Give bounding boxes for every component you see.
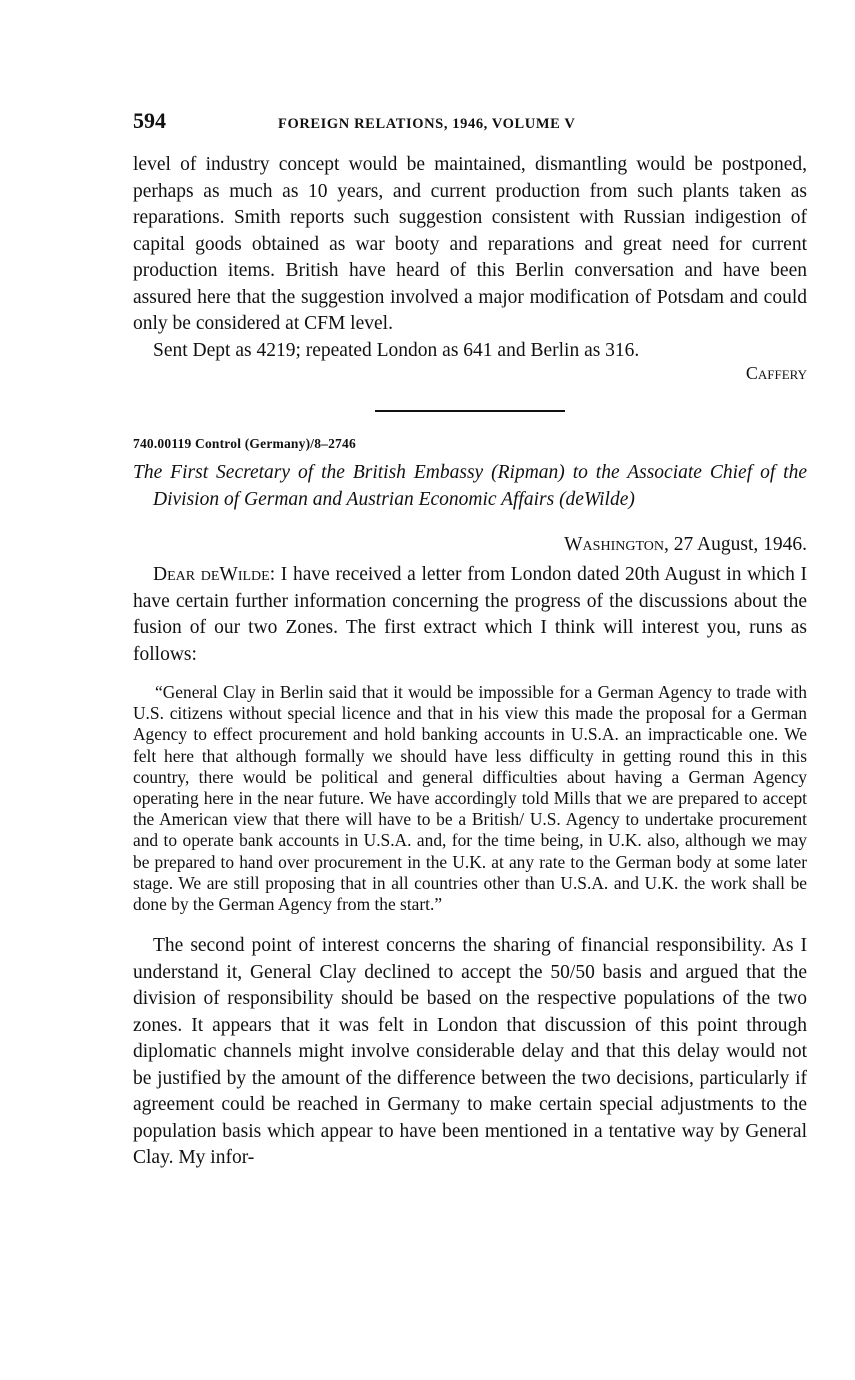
sent-line: Sent Dept as 4219; repeated London as 641 and Berlin as 316.: [153, 339, 640, 361]
dateline-date: , 27 August, 1946.: [663, 534, 807, 555]
file-number: 740.00119 Control (Germany)/8–2746: [133, 436, 356, 451]
running-title: FOREIGN RELATIONS, 1946, VOLUME V: [278, 116, 576, 132]
document-page: [133, 108, 807, 1172]
continuation-paragraph: level of industry concept would be maintained, dismantling would be postponed, perhaps as much as 10 years, and current production from such plants taken as reparations. Smith reports such suggestion consistent with Russian indigestion of capital goods obtained as war booty and reparations and great need for current production items. British have heard of this Berlin conversation and have been assured here that the suggestion involved a major modification of Potsdam and could only be considered at CFM level.: [133, 154, 807, 334]
opening-paragraph: [133, 562, 807, 668]
dateline-place: Washington: [564, 534, 664, 555]
opening-text: : I have received a letter from London dated 20th August in which I have certain further information concerning the progress of the discussions about the fusion of our two Zones. The first extract which I think will interest you, runs as follows:: [133, 564, 807, 665]
dateline: [133, 532, 807, 558]
letter-body: [133, 562, 807, 1172]
salutation: Dear deWilde: [153, 564, 270, 585]
signature: Caffery: [745, 363, 807, 383]
page-header: [133, 108, 807, 138]
quoted-extract: “General Clay in Berlin said that it would be impossible for a German Agency to trade with U.S. citizens without special licence and that in his view this made the proposal for a German Agency to effect procurement and hold banking accounts in U.S.A. an impracticable one. We felt here that although formally we should have less difficulty in getting round this in this country, there would be political and general difficulties about having a German Agency operating here in the near future. We have accordingly told Mills that we are prepared to accept the American view that there will have to be a British/ U.S. Agency to undertake procurement and to operate bank accounts in U.S.A. and, for the time being, in U.K. also, although we may be prepared to hand over procurement in the U.K. at any rate to the German body at some later stage. We are still proposing that in all countries other than U.S.A. and U.K. the work shall be done by the German Agency from the start.”: [133, 682, 807, 915]
second-point-paragraph: The second point of interest concerns the sharing of financial responsibility. As I understand it, General Clay declined to accept the 50/50 basis and argued that the division of responsibility should be based on the respective populations of the two zones. It appears that it was felt in London that discussion of this point through diplomatic channels might involve considerable delay and that this delay would not be justified by the amount of the difference between the two decisions, particularly if agreement could be reached in Germany to make certain special adjustments to the population basis which appear to have been mentioned in a tentative way by General Clay. My infor-: [133, 935, 807, 1169]
section-divider: [375, 410, 565, 412]
document-title: The First Secretary of the British Embassy (Ripman) to the Associate Chief of the Division of German and Austrian Economic Affairs (deWilde): [133, 462, 807, 510]
page-number: 594: [133, 108, 166, 133]
continuation-section: [133, 152, 807, 384]
